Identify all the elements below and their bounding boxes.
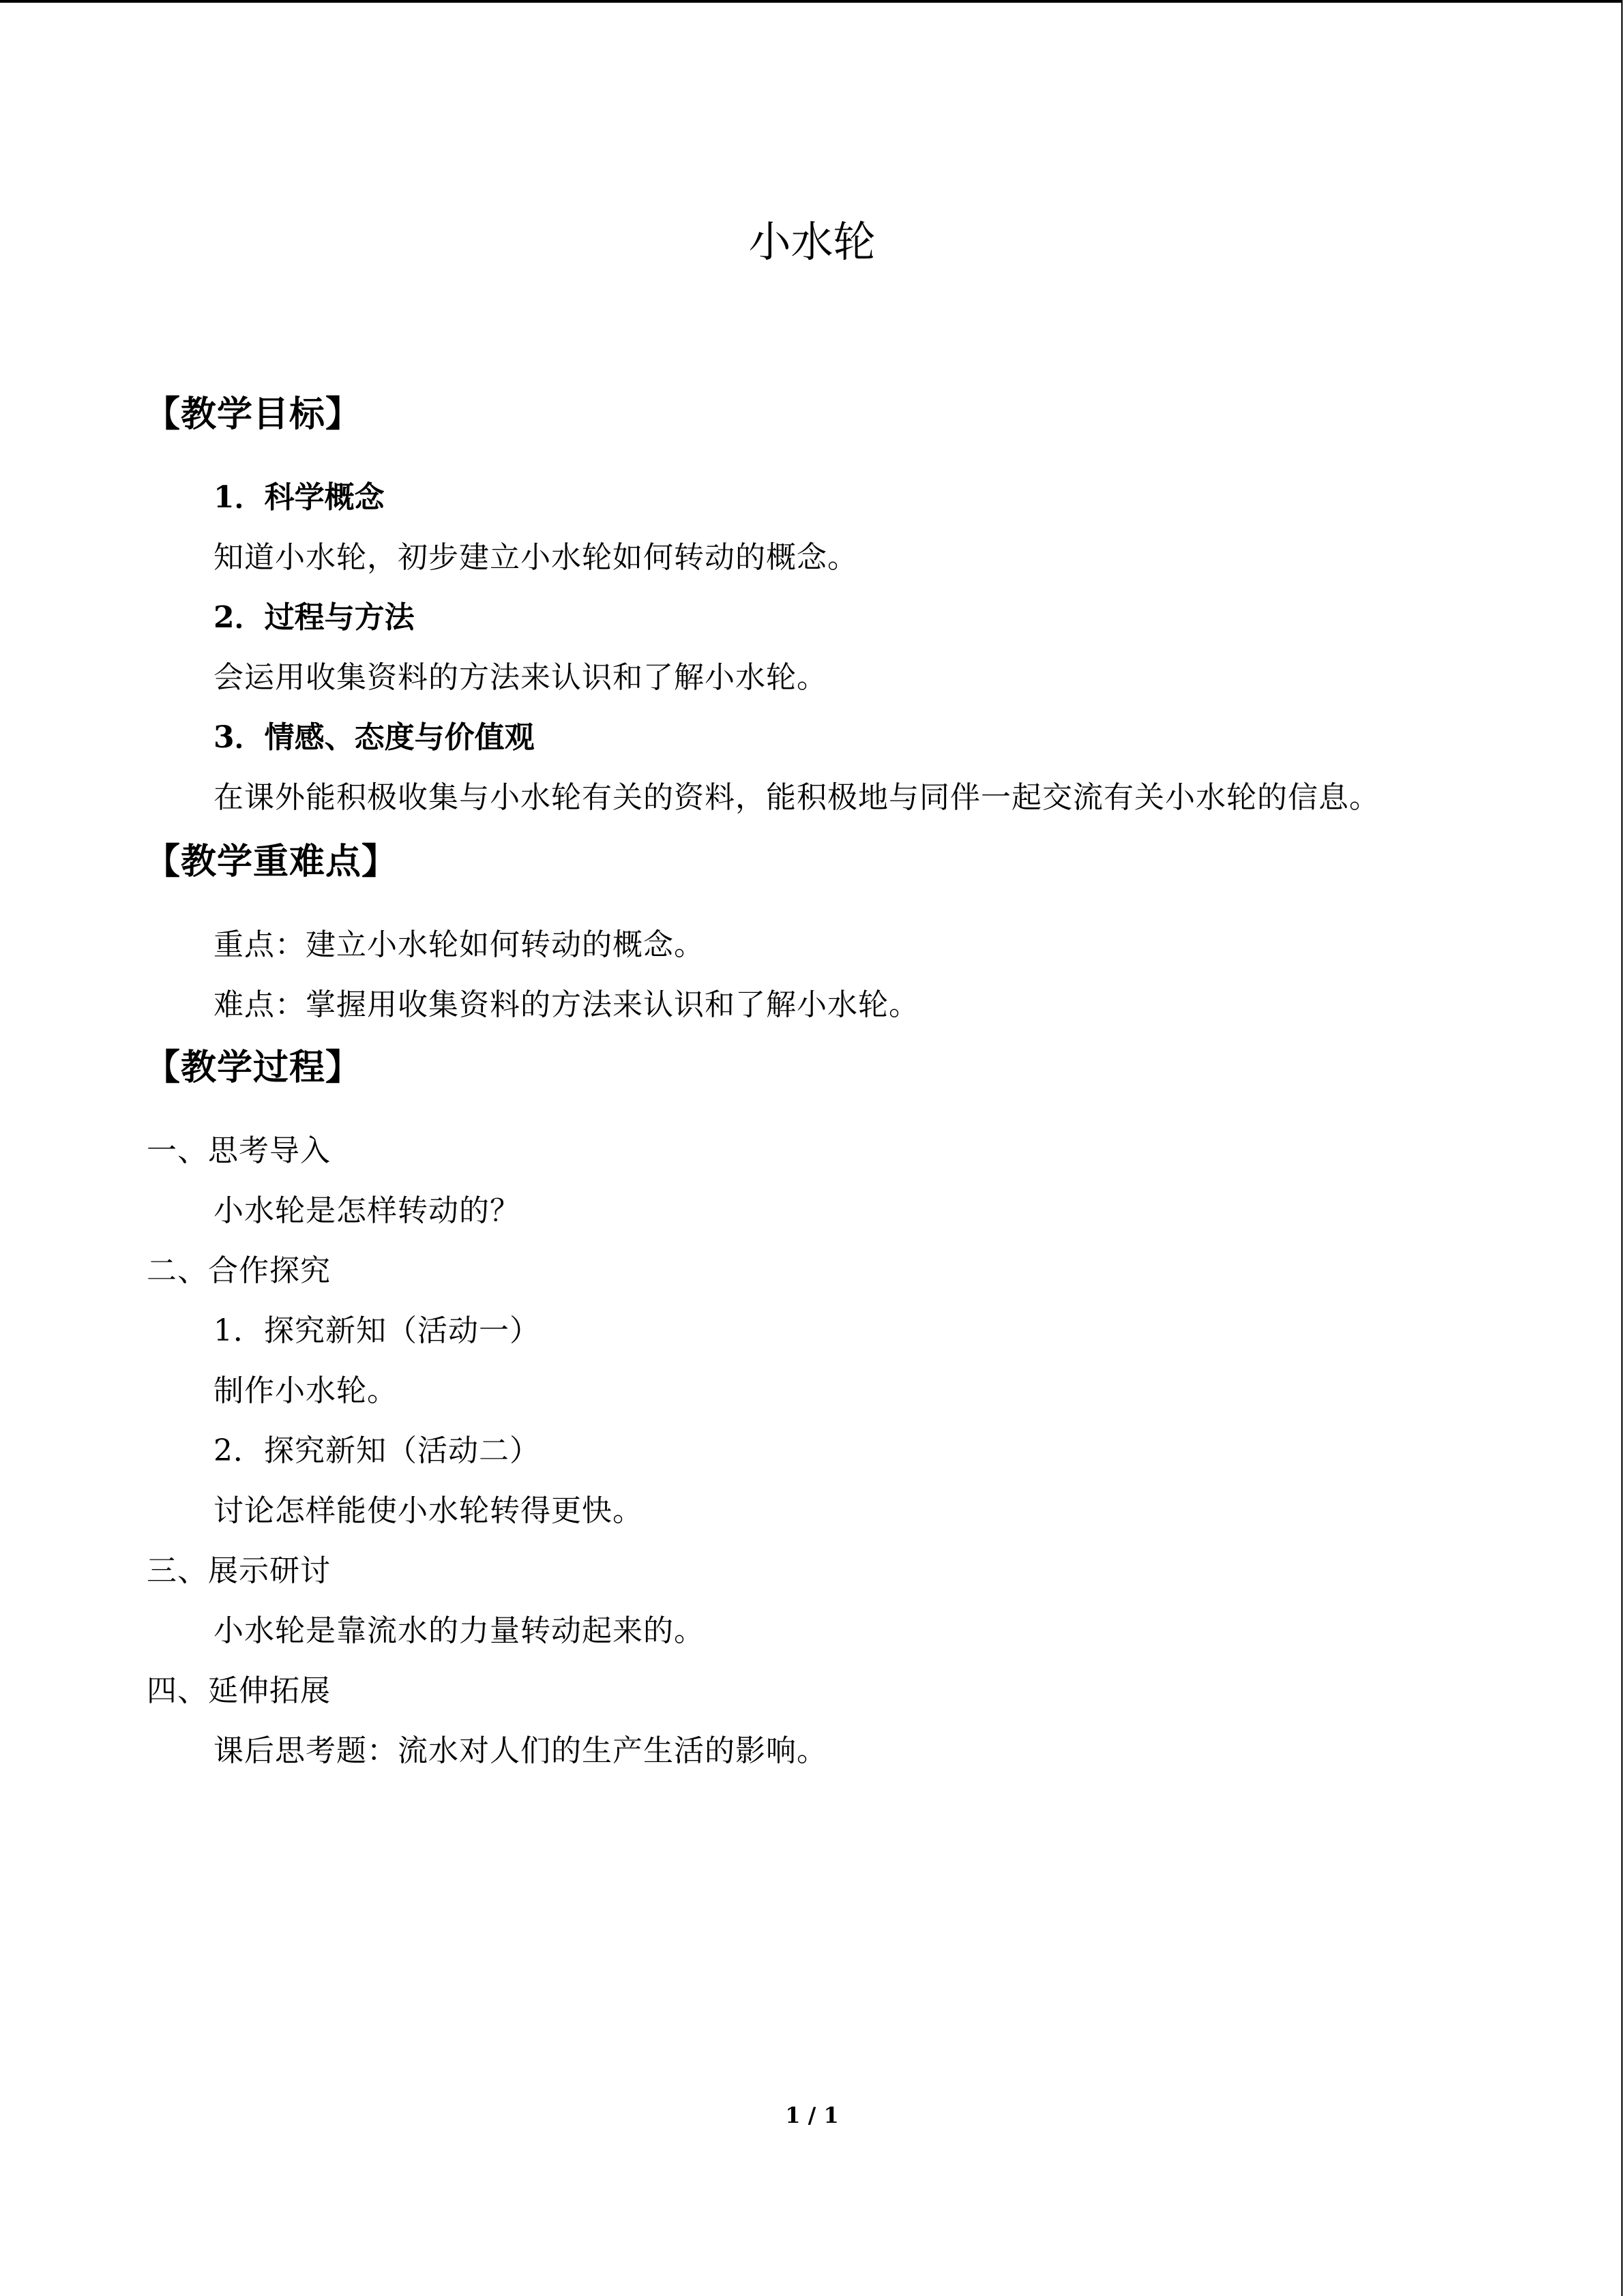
subheading-science-concept: 1．科学概念 <box>213 480 385 515</box>
subheading-emotion-values: 3．情感、态度与价值观 <box>213 720 535 755</box>
body-paragraph: 会运用收集资料的方法来认识和了解小水轮。 <box>213 660 827 695</box>
activity-one-label: 1．探究新知（活动一） <box>213 1313 540 1348</box>
step-heading-introduction: 一、思考导入 <box>147 1133 331 1168</box>
step-heading-extension: 四、延伸拓展 <box>147 1673 331 1708</box>
section-heading-teaching-process: 【教学过程】 <box>145 1047 362 1088</box>
page-number: 1 / 1 <box>785 2102 839 2128</box>
body-paragraph: 制作小水轮。 <box>213 1373 398 1408</box>
body-paragraph: 在课外能积极收集与小水轮有关的资料，能积极地与同伴一起交流有关小水轮的信息。 <box>213 780 1380 815</box>
body-paragraph: 讨论怎样能使小水轮转得更快。 <box>213 1493 643 1528</box>
body-paragraph: 小水轮是怎样转动的？ <box>213 1193 520 1228</box>
section-heading-teaching-goals: 【教学目标】 <box>145 393 362 435</box>
activity-two-label: 2．探究新知（活动二） <box>213 1433 540 1468</box>
body-paragraph: 知道小水轮，初步建立小水轮如何转动的概念。 <box>213 540 858 575</box>
step-heading-cooperative-inquiry: 二、合作探究 <box>147 1253 331 1288</box>
subheading-process-method: 2．过程与方法 <box>213 600 415 635</box>
document-title: 小水轮 <box>748 217 876 267</box>
section-heading-key-difficult-points: 【教学重难点】 <box>145 841 398 882</box>
difficult-point: 难点：掌握用收集资料的方法来认识和了解小水轮。 <box>213 987 919 1022</box>
step-heading-presentation: 三、展示研讨 <box>147 1553 331 1588</box>
body-paragraph: 小水轮是靠流水的力量转动起来的。 <box>213 1613 705 1648</box>
key-point: 重点：建立小水轮如何转动的概念。 <box>213 927 705 962</box>
body-paragraph: 课后思考题：流水对人们的生产生活的影响。 <box>213 1733 827 1768</box>
